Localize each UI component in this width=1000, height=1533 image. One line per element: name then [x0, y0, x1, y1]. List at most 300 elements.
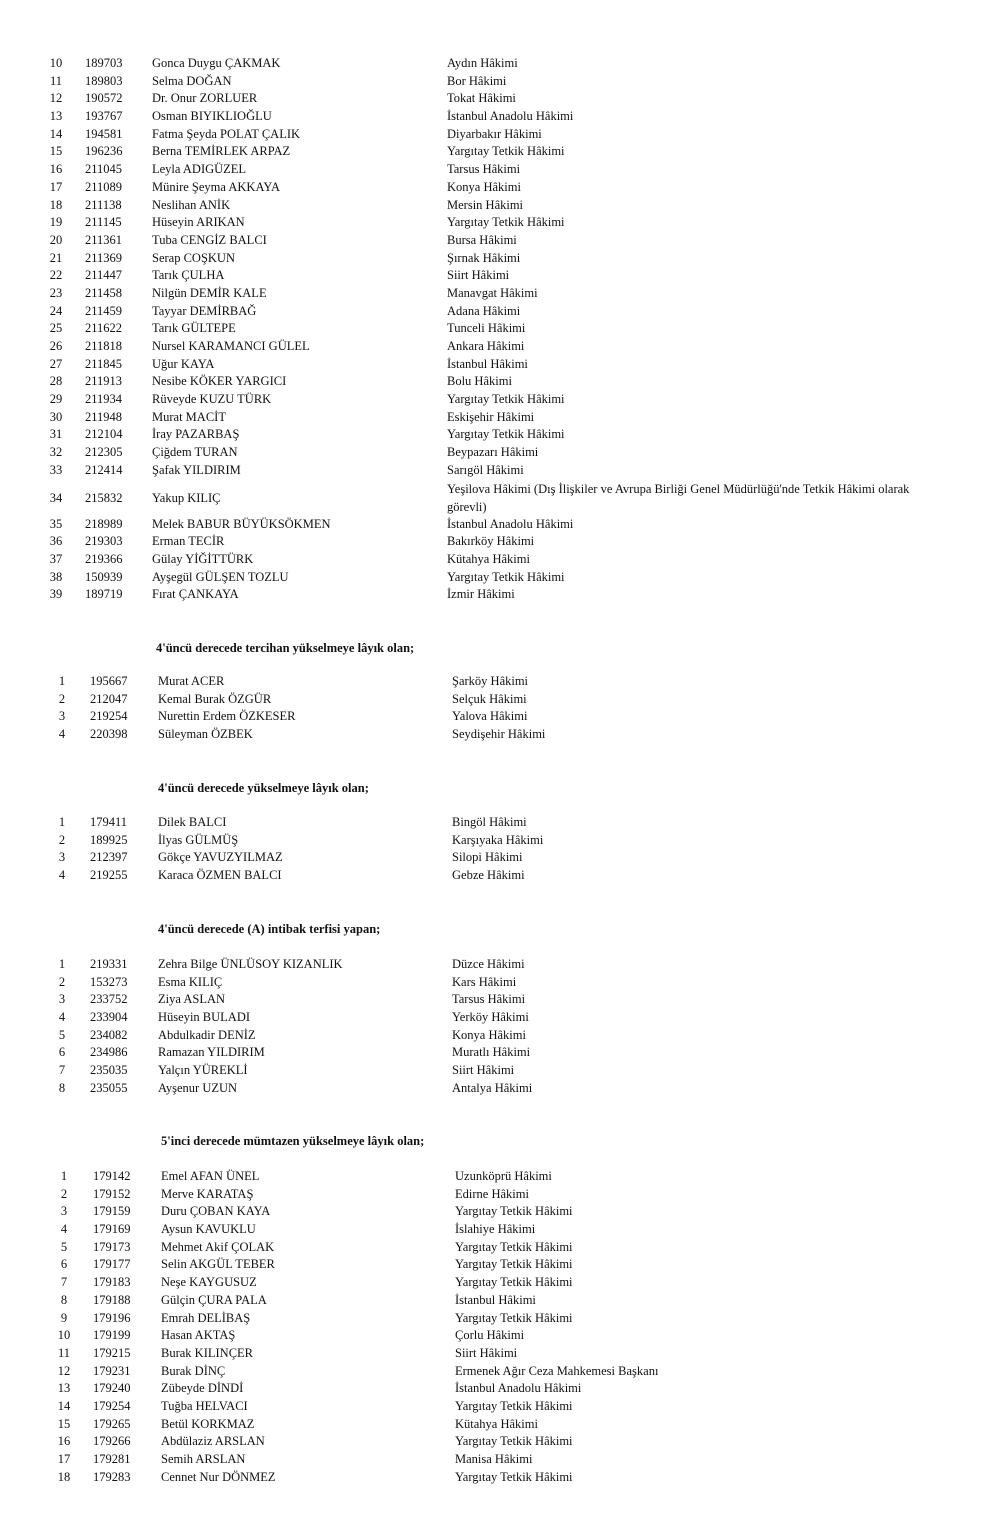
table-row	[0, 444, 1000, 462]
person-name: Esma KILIÇ	[158, 974, 223, 989]
row-number: 19	[49, 215, 63, 230]
table-row	[0, 586, 1000, 604]
position-title: Aydın Hâkimi	[447, 56, 518, 70]
row-number: 36	[49, 534, 63, 549]
person-name: Burak DİNÇ	[161, 1363, 226, 1378]
row-number: 4	[58, 1010, 66, 1025]
position-title: Uzunköprü Hâkimi	[455, 1169, 552, 1183]
person-name: Erman TECİR	[152, 534, 225, 549]
position-title: Yargıtay Tetkik Hâkimi	[447, 569, 565, 584]
sicil-number: 179173	[93, 1239, 131, 1254]
person-name: Neşe KAYGUSUZ	[161, 1275, 257, 1290]
person-name: Berna TEMİRLEK ARPAZ	[152, 144, 291, 159]
row-number: 1	[58, 815, 66, 829]
sicil-number: 215832	[85, 490, 123, 505]
person-name: Abdulkadir DENİZ	[158, 1027, 256, 1042]
row-number: 15	[57, 1416, 71, 1431]
sicil-number: 211948	[85, 409, 123, 424]
position-title: Ankara Hâkimi	[447, 339, 525, 353]
table-row	[0, 1327, 1000, 1345]
sicil-number: 211045	[85, 162, 123, 177]
table-row	[0, 143, 1000, 161]
row-number: 9	[60, 1310, 68, 1325]
sicil-number: 195667	[90, 674, 128, 688]
position-title: Antalya Hâkimi	[452, 1080, 533, 1095]
sicil-number: 179142	[93, 1169, 131, 1183]
person-name: Semih ARSLAN	[161, 1452, 246, 1466]
person-name: Fırat ÇANKAYA	[152, 587, 239, 602]
person-name: Gökçe YAVUZYILMAZ	[158, 850, 283, 865]
person-name: Şafak YILDIRIM	[152, 462, 241, 477]
person-name: Ayşegül GÜLŞEN TOZLU	[152, 569, 289, 584]
sicil-number: 233904	[90, 1010, 128, 1025]
sicil-number: 219331	[90, 957, 128, 971]
row-number: 15	[49, 144, 63, 159]
list-yukselmeye	[0, 814, 1000, 885]
position-title: Siirt Hâkimi	[455, 1345, 518, 1360]
person-name: Dilek BALCI	[158, 815, 227, 829]
person-name: Leyla ADIGÜZEL	[152, 162, 247, 177]
table-row	[0, 55, 1000, 73]
position-title: İslahiye Hâkimi	[455, 1222, 536, 1237]
row-number: 34	[49, 490, 63, 505]
table-row	[0, 1345, 1000, 1363]
position-title: Gebze Hâkimi	[452, 868, 525, 883]
sicil-number: 219303	[85, 534, 123, 549]
person-name: Emrah DELİBAŞ	[161, 1310, 251, 1325]
person-name: Selma DOĞAN	[152, 73, 232, 88]
sicil-number: 150939	[85, 569, 123, 584]
sicil-number: 179254	[93, 1398, 131, 1413]
position-title: Bakırköy Hâkimi	[447, 534, 535, 549]
table-row	[0, 1221, 1000, 1239]
sicil-number: 211089	[85, 179, 123, 194]
position-title: Seydişehir Hâkimi	[452, 727, 546, 742]
table-row	[0, 832, 1000, 850]
row-number: 5	[58, 1027, 66, 1042]
sicil-number: 189925	[90, 832, 128, 847]
row-number: 13	[57, 1381, 71, 1396]
table-row	[0, 267, 1000, 285]
sicil-number: 212047	[90, 691, 128, 706]
sicil-number: 211913	[85, 374, 123, 389]
table-row	[0, 1469, 1000, 1487]
person-name: Münire Şeyma AKKAYA	[152, 179, 281, 194]
position-title: Karşıyaka Hâkimi	[452, 832, 544, 847]
sicil-number: 211934	[85, 392, 123, 407]
person-name: Nursel KARAMANCI GÜLEL	[152, 339, 310, 353]
row-number: 13	[49, 109, 63, 124]
position-title: Yargıtay Tetkik Hâkimi	[455, 1257, 573, 1272]
position-title: Adana Hâkimi	[447, 303, 521, 318]
sicil-number: 179283	[93, 1469, 131, 1484]
position-title: İstanbul Anadolu Hâkimi	[447, 109, 574, 124]
sicil-number: 219254	[90, 709, 128, 724]
person-name: Mehmet Akif ÇOLAK	[161, 1239, 275, 1254]
row-number: 20	[49, 232, 63, 247]
row-number: 25	[49, 321, 63, 336]
row-number: 3	[58, 992, 66, 1007]
person-name: Tuğba HELVACI	[161, 1398, 248, 1413]
list-tercihan	[0, 673, 1000, 744]
position-title: Düzce Hâkimi	[452, 957, 525, 971]
person-name: Gonca Duygu ÇAKMAK	[152, 56, 281, 70]
row-number: 11	[57, 1345, 71, 1360]
sicil-number: 211361	[85, 232, 123, 247]
row-number: 38	[49, 569, 63, 584]
sicil-number: 179265	[93, 1416, 131, 1431]
row-number: 8	[58, 1080, 66, 1095]
person-name: Karaca ÖZMEN BALCI	[158, 868, 282, 883]
position-title: Yargıtay Tetkik Hâkimi	[447, 427, 565, 442]
row-number: 5	[60, 1239, 68, 1254]
table-row	[0, 1380, 1000, 1398]
position-title: Kars Hâkimi	[452, 974, 517, 989]
position-title: Tunceli Hâkimi	[447, 321, 526, 336]
table-row	[0, 179, 1000, 197]
row-number: 2	[58, 832, 66, 847]
sicil-number: 153273	[90, 974, 128, 989]
person-name: Gülçin ÇURA PALA	[161, 1292, 267, 1307]
table-row	[0, 197, 1000, 215]
table-row	[0, 1239, 1000, 1257]
sicil-number: 234082	[90, 1027, 128, 1042]
row-number: 29	[49, 392, 63, 407]
row-number: 14	[49, 126, 63, 141]
row-number: 11	[49, 73, 63, 88]
table-row	[0, 1168, 1000, 1186]
person-name: Melek BABUR BÜYÜKSÖKMEN	[152, 516, 331, 531]
row-number: 6	[60, 1257, 68, 1272]
position-title: İstanbul Hâkimi	[455, 1292, 536, 1307]
sicil-number: 179215	[93, 1345, 131, 1360]
position-title: Eskişehir Hâkimi	[447, 409, 535, 424]
table-row	[0, 108, 1000, 126]
position-title: Diyarbakır Hâkimi	[447, 126, 542, 141]
table-row	[0, 726, 1000, 744]
position-title: Yargıtay Tetkik Hâkimi	[447, 144, 565, 159]
person-name: Tarık ÇULHA	[152, 268, 225, 283]
sicil-number: 218989	[85, 516, 123, 531]
sicil-number: 189703	[85, 56, 123, 70]
table-row	[0, 1398, 1000, 1416]
table-row	[0, 1203, 1000, 1221]
person-name: Tuba CENGİZ BALCI	[152, 232, 267, 247]
table-row	[0, 1027, 1000, 1045]
row-number: 14	[57, 1398, 71, 1413]
row-number: 18	[49, 197, 63, 212]
table-row	[0, 285, 1000, 303]
sicil-number: 220398	[90, 727, 128, 742]
sicil-number: 189719	[85, 587, 123, 602]
sicil-number: 234986	[90, 1045, 128, 1060]
position-title: Yargıtay Tetkik Hâkimi	[455, 1239, 573, 1254]
sicil-number: 233752	[90, 992, 128, 1007]
person-name: Aysun KAVUKLU	[161, 1222, 256, 1237]
position-title: Kütahya Hâkimi	[447, 551, 530, 566]
sicil-number: 179240	[93, 1381, 131, 1396]
position-title: Sarıgöl Hâkimi	[447, 462, 524, 477]
position-title: Şarköy Hâkimi	[452, 674, 529, 688]
person-name: Yalçın YÜREKLİ	[158, 1063, 248, 1078]
person-name: İlyas GÜLMÜŞ	[158, 832, 239, 847]
person-name: Duru ÇOBAN KAYA	[161, 1204, 271, 1219]
sicil-number: 179266	[93, 1434, 131, 1449]
sicil-number: 179196	[93, 1310, 131, 1325]
sicil-number: 211447	[85, 268, 123, 283]
table-row	[0, 320, 1000, 338]
table-row	[0, 551, 1000, 569]
position-title: Tarsus Hâkimi	[452, 992, 526, 1007]
row-number: 3	[58, 850, 66, 865]
table-row	[0, 303, 1000, 321]
row-number: 6	[58, 1045, 66, 1060]
table-row	[0, 480, 1000, 516]
sicil-number: 211138	[85, 197, 122, 212]
section-heading-mumtazen: 5'inci derecede mümtazen yükselmeye lâyık olan;	[161, 1134, 425, 1148]
position-title: Selçuk Hâkimi	[452, 691, 527, 706]
row-number: 12	[49, 91, 63, 106]
sicil-number: 211622	[85, 321, 123, 336]
table-row	[0, 1044, 1000, 1062]
person-name: Emel AFAN ÜNEL	[161, 1169, 260, 1183]
person-name: Abdülaziz ARSLAN	[161, 1434, 265, 1449]
position-title: Konya Hâkimi	[452, 1027, 526, 1042]
table-row	[0, 391, 1000, 409]
row-number: 3	[60, 1204, 68, 1219]
sicil-number: 179199	[93, 1328, 131, 1343]
position-title: Yargıtay Tetkik Hâkimi	[455, 1434, 573, 1449]
row-number: 8	[60, 1292, 68, 1307]
row-number: 39	[49, 587, 63, 602]
person-name: Murat ACER	[158, 674, 225, 688]
table-row	[0, 426, 1000, 444]
position-title: İzmir Hâkimi	[447, 587, 515, 602]
person-name: Cennet Nur DÖNMEZ	[161, 1469, 276, 1484]
position-title: Şırnak Hâkimi	[447, 250, 521, 265]
row-number: 2	[58, 691, 66, 706]
position-title: Bolu Hâkimi	[447, 374, 512, 389]
table-row	[0, 533, 1000, 551]
table-row	[0, 867, 1000, 885]
table-row	[0, 126, 1000, 144]
position-title: Yargıtay Tetkik Hâkimi	[447, 392, 565, 407]
table-row	[0, 1274, 1000, 1292]
list-mumtazen	[0, 1168, 1000, 1486]
position-title: Manisa Hâkimi	[455, 1452, 533, 1466]
table-row	[0, 338, 1000, 356]
table-row	[0, 708, 1000, 726]
row-number: 1	[60, 1169, 68, 1183]
table-row	[0, 373, 1000, 391]
row-number: 1	[58, 957, 66, 971]
position-title: İstanbul Anadolu Hâkimi	[447, 516, 574, 531]
position-title: Edirne Hâkimi	[455, 1186, 529, 1201]
table-row	[0, 974, 1000, 992]
table-row	[0, 991, 1000, 1009]
sicil-number: 212397	[90, 850, 128, 865]
sicil-number: 179231	[93, 1363, 131, 1378]
table-row	[0, 214, 1000, 232]
position-title: İstanbul Anadolu Hâkimi	[455, 1381, 582, 1396]
person-name: Selin AKGÜL TEBER	[161, 1257, 275, 1272]
person-name: Serap COŞKUN	[152, 250, 235, 265]
table-row	[0, 232, 1000, 250]
person-name: Rüveyde KUZU TÜRK	[152, 392, 272, 407]
row-number: 10	[57, 1328, 71, 1343]
row-number: 2	[60, 1186, 68, 1201]
sicil-number: 235035	[90, 1063, 128, 1078]
person-name: Murat MACİT	[152, 409, 226, 424]
sicil-number: 211845	[85, 356, 123, 371]
person-name: Tayyar DEMİRBAĞ	[152, 303, 257, 318]
position-title: Mersin Hâkimi	[447, 197, 524, 212]
sicil-number: 211459	[85, 303, 123, 318]
position-title: İstanbul Hâkimi	[447, 356, 528, 371]
row-number: 22	[49, 268, 63, 283]
list-intibak	[0, 956, 1000, 1098]
person-name: Nesibe KÖKER YARGICI	[152, 374, 287, 389]
person-name: İray PAZARBAŞ	[152, 427, 240, 442]
person-name: Ziya ASLAN	[158, 992, 226, 1007]
row-number: 16	[57, 1434, 71, 1449]
person-name: Yakup KILIÇ	[152, 490, 221, 505]
table-row	[0, 569, 1000, 587]
position-title: Silopi Hâkimi	[452, 850, 523, 865]
row-number: 24	[49, 303, 63, 318]
person-name: Hasan AKTAŞ	[161, 1328, 236, 1343]
table-row	[0, 1416, 1000, 1434]
position-title: Beypazarı Hâkimi	[447, 445, 539, 460]
row-number: 26	[49, 339, 63, 353]
position-title: Konya Hâkimi	[447, 179, 521, 194]
person-name: Ayşenur UZUN	[158, 1080, 238, 1095]
person-name: Süleyman ÖZBEK	[158, 727, 253, 742]
sicil-number: 219255	[90, 868, 128, 883]
row-number: 3	[58, 709, 66, 724]
sicil-number: 211369	[85, 250, 123, 265]
table-row	[0, 462, 1000, 480]
table-row	[0, 1363, 1000, 1381]
position-title: Manavgat Hâkimi	[447, 285, 538, 300]
person-name: Hüseyin ARIKAN	[152, 215, 245, 230]
table-row	[0, 1062, 1000, 1080]
table-row	[0, 814, 1000, 832]
table-row	[0, 1186, 1000, 1204]
table-row	[0, 356, 1000, 374]
person-name: Kemal Burak ÖZGÜR	[158, 691, 272, 706]
table-row	[0, 691, 1000, 709]
sicil-number: 179177	[93, 1257, 131, 1272]
person-name: Çiğdem TURAN	[152, 445, 238, 460]
person-name: Zehra Bilge ÜNLÜSOY KIZANLIK	[158, 957, 343, 971]
row-number: 18	[57, 1469, 71, 1484]
sicil-number: 235055	[90, 1080, 128, 1095]
row-number: 23	[49, 285, 63, 300]
position-title: Bursa Hâkimi	[447, 232, 517, 247]
row-number: 27	[49, 356, 63, 371]
sicil-number: 212414	[85, 462, 123, 477]
row-number: 30	[49, 409, 63, 424]
row-number: 17	[49, 179, 63, 194]
table-row	[0, 1009, 1000, 1027]
table-row	[0, 250, 1000, 268]
row-number: 17	[57, 1452, 71, 1466]
person-name: Neslihan ANİK	[152, 197, 231, 212]
sicil-number: 196236	[85, 144, 123, 159]
row-number: 4	[58, 727, 66, 742]
position-title: Yargıtay Tetkik Hâkimi	[455, 1275, 573, 1290]
sicil-number: 212104	[85, 427, 123, 442]
position-title: Siirt Hâkimi	[452, 1063, 515, 1078]
person-name: Nilgün DEMİR KALE	[152, 285, 267, 300]
row-number: 33	[49, 462, 63, 477]
sicil-number: 179411	[90, 815, 128, 829]
table-row	[0, 1256, 1000, 1274]
section-heading-intibak: 4'üncü derecede (A) intibak terfisi yapan;	[158, 922, 381, 936]
person-name: Osman BIYIKLIOĞLU	[152, 109, 272, 124]
sicil-number: 189803	[85, 73, 123, 88]
position-title: Kütahya Hâkimi	[455, 1416, 538, 1431]
person-name: Uğur KAYA	[152, 356, 215, 371]
position-title: Yargıtay Tetkik Hâkimi	[455, 1204, 573, 1219]
position-title: Tokat Hâkimi	[447, 91, 516, 106]
position-title: Çorlu Hâkimi	[455, 1328, 525, 1343]
row-number: 10	[49, 56, 63, 70]
position-title: Ermenek Ağır Ceza Mahkemesi Başkanı	[455, 1363, 659, 1378]
sicil-number: 211458	[85, 285, 123, 300]
sicil-number: 179159	[93, 1204, 131, 1219]
person-name: Fatma Şeyda POLAT ÇALIK	[152, 126, 301, 141]
table-row	[0, 673, 1000, 691]
sicil-number: 194581	[85, 126, 123, 141]
list-continued	[0, 55, 1000, 604]
sicil-number: 211818	[85, 339, 123, 353]
person-name: Burak KILINÇER	[161, 1345, 253, 1360]
sicil-number: 179152	[93, 1186, 131, 1201]
row-number: 28	[49, 374, 63, 389]
position-title: Yerköy Hâkimi	[452, 1010, 529, 1025]
position-title: Tarsus Hâkimi	[447, 162, 521, 177]
table-row	[0, 1433, 1000, 1451]
position-title: Bor Hâkimi	[447, 73, 507, 88]
section-heading-tercihan: 4'üncü derecede tercihan yükselmeye lâyık olan;	[156, 641, 415, 655]
table-row	[0, 161, 1000, 179]
sicil-number: 212305	[85, 445, 123, 460]
table-row	[0, 1310, 1000, 1328]
sicil-number: 179183	[93, 1275, 131, 1290]
position-title: Yeşilova Hâkimi (Dış İlişkiler ve Avrupa Birliği Genel Müdürlüğü'nde Tetkik Hâkimi olarak görevli)	[447, 481, 910, 514]
table-row	[0, 1292, 1000, 1310]
row-number: 12	[57, 1363, 71, 1378]
row-number: 37	[49, 551, 63, 566]
person-name: Nurettin Erdem ÖZKESER	[158, 709, 296, 724]
position-title: Yargıtay Tetkik Hâkimi	[455, 1310, 573, 1325]
sicil-number: 179169	[93, 1222, 131, 1237]
position-title: Siirt Hâkimi	[447, 268, 510, 283]
person-name: Gülay YİĞİTTÜRK	[152, 551, 254, 566]
person-name: Merve KARATAŞ	[161, 1186, 254, 1201]
row-number: 7	[60, 1275, 68, 1290]
position-title: Yargıtay Tetkik Hâkimi	[455, 1469, 573, 1484]
sicil-number: 193767	[85, 109, 123, 124]
row-number: 32	[49, 445, 63, 460]
sicil-number: 190572	[85, 91, 123, 106]
person-name: Zübeyde DİNDİ	[161, 1381, 244, 1396]
person-name: Hüseyin BULADI	[158, 1010, 251, 1025]
table-row	[0, 1080, 1000, 1098]
position-title: Yargıtay Tetkik Hâkimi	[447, 215, 565, 230]
